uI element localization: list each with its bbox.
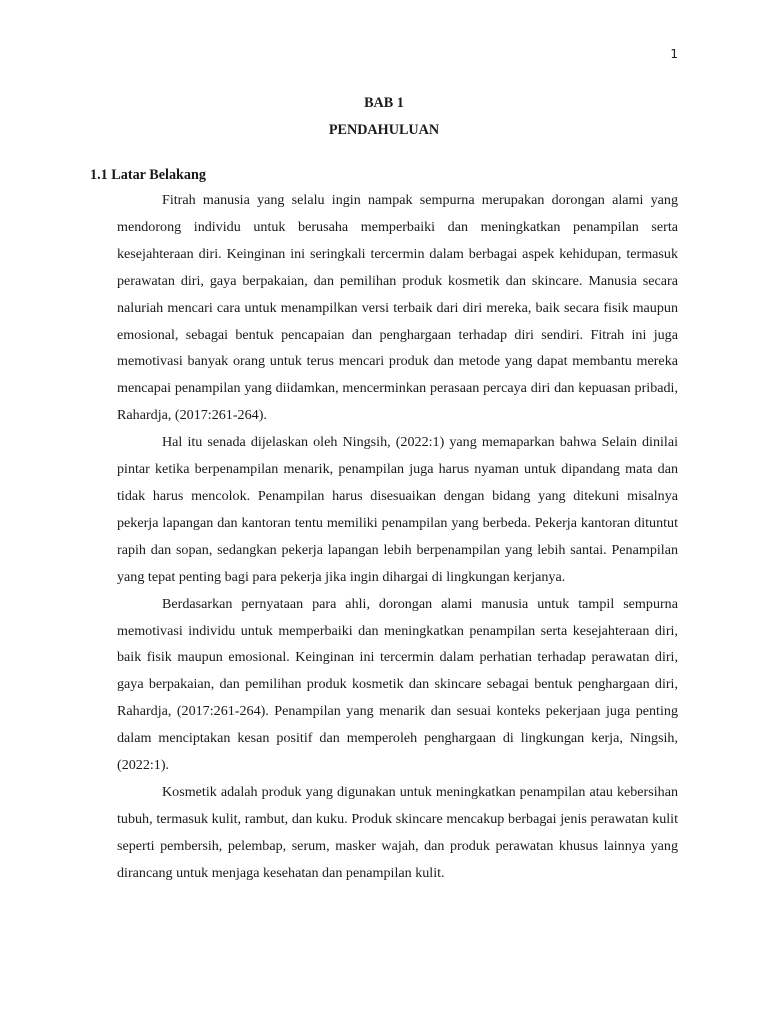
section-heading: 1.1 Latar Belakang xyxy=(90,167,207,183)
chapter-title: PENDAHULUAN xyxy=(328,122,440,138)
paragraph-ningsih-penampilan: Hal itu senada dijelaskan oleh Ningsih, (2022:1) yang memaparkan bahwa Selain dinilai pintar ketika berpenampilan menarik, penampilan juga harus nyaman untuk dipandang mata dan tidak harus mencolok. Penampilan harus disesuaikan dengan bidang yang ditekuni misalnya pekerja lapangan dan kantoran tentu memiliki penampilan yang berbeda. Pekerja kantoran dituntut rapih dan sopan, sedangkan pekerja lapangan lebih berpenampilan yang lebih santai. Penampilan yang tepat penting bagi para pekerja jika ingin dihargai di lingkungan kerjanya. xyxy=(117,434,678,585)
paragraph-fitrah-manusia: Fitrah manusia yang selalu ingin nampak sempurna merupakan dorongan alami yang mendorong individu untuk berusaha memperbaiki dan meningkatkan penampilan serta kesejahteraan diri. Keinginan ini seringkali tercermin dalam berbagai aspek kehidupan, termasuk perawatan diri, gaya berpakaian, dan pemilihan produk kosmetik dan skincare. Manusia secara naluriah mencari cara untuk menampilkan versi terbaik dari diri mereka, baik secara fisik maupun emosional, sebagai bentuk pencapaian dan penghargaan terhadap diri sendiri. Fitrah ini juga memotivasi banyak orang untuk terus mencari produk dan metode yang dapat membantu mereka mencapai penampilan yang diidamkan, mencerminkan perasaan percaya diri dan kepuasan pribadi, Rahardja, (2017:261-264). xyxy=(117,192,678,424)
body-text xyxy=(117,187,678,887)
paragraph-definisi-kosmetik: Kosmetik adalah produk yang digunakan untuk meningkatkan penampilan atau kebersihan tubuh, termasuk kulit, rambut, dan kuku. Produk skincare mencakup berbagai jenis perawatan kulit seperti pembersih, pelembap, serum, masker wajah, dan produk perawatan khusus lainnya yang dirancang untuk menjaga kesehatan dan penampilan kulit. xyxy=(117,783,678,881)
paragraph-pernyataan-ahli: Berdasarkan pernyataan para ahli, dorongan alami manusia untuk tampil sempurna memotivasi individu untuk memperbaiki dan meningkatkan penampilan serta kesejahteraan diri, baik fisik maupun emosional. Keinginan ini tercermin dalam perhatian terhadap perawatan diri, gaya berpakaian, dan pemilihan produk kosmetik dan skincare sebagai bentuk penghargaan diri, Rahardja, (2017:261-264). Penampilan yang menarik dan sesuai konteks pekerjaan juga penting dalam menciptakan kesan positif dan memperoleh penghargaan di lingkungan kerja, Ningsih, (2022:1). xyxy=(117,595,678,774)
chapter-number: BAB 1 xyxy=(364,95,404,111)
page-number: 1 xyxy=(670,47,678,61)
